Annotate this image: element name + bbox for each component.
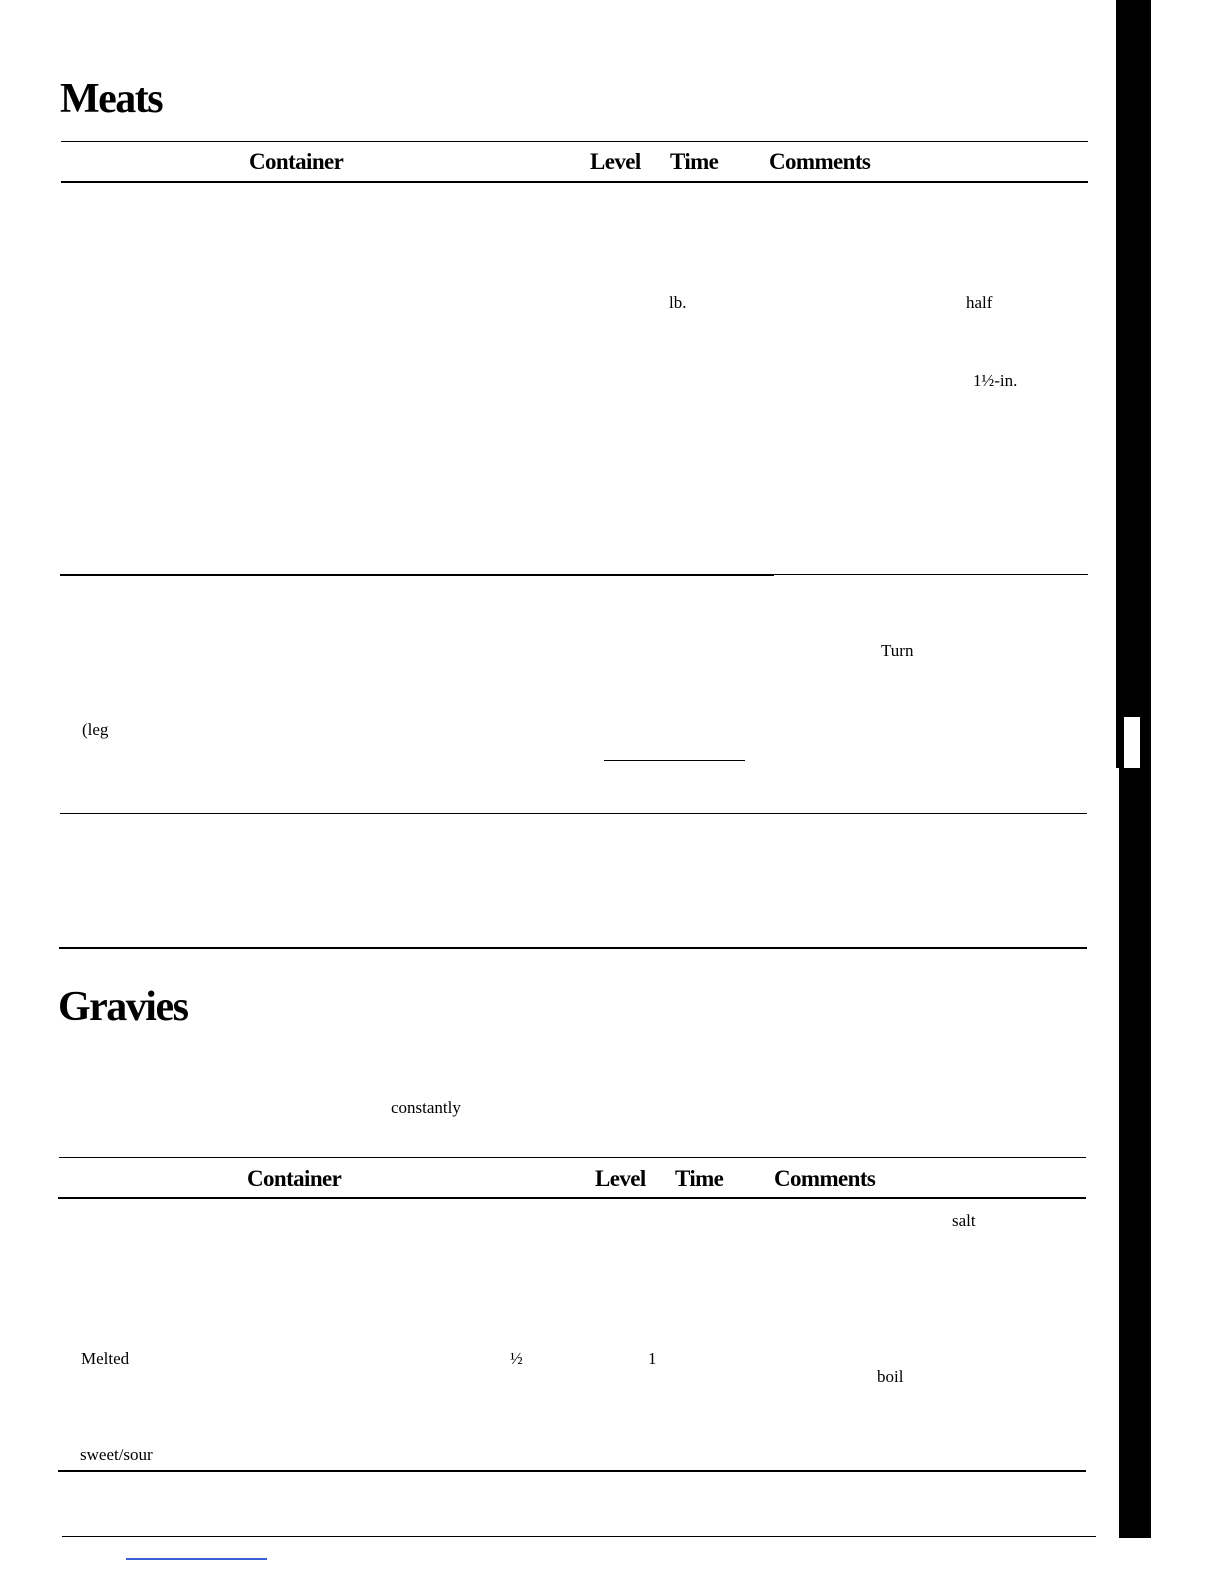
gravies-fragment-one: 1	[648, 1349, 657, 1368]
meats-fragment-leg: (leg	[82, 720, 109, 739]
meats-fragment-turn: Turn	[881, 641, 914, 660]
thumb-tab-upper	[1116, 0, 1151, 717]
gravies-col-comments: Comments	[774, 1166, 876, 1191]
gravies-col-container: Container	[247, 1166, 342, 1191]
meats-col-level: Level	[590, 149, 641, 174]
meats-col-time: Time	[670, 149, 719, 174]
meats-row-rule-1a	[60, 574, 774, 576]
meats-heading: Meats	[60, 76, 163, 122]
meats-table-bottom-rule	[59, 947, 1087, 949]
meats-underline	[604, 760, 745, 761]
gravies-table-bottom-rule	[58, 1470, 1086, 1472]
gravies-table-top-rule	[59, 1157, 1086, 1158]
meats-row-rule-1b	[774, 574, 1088, 575]
footer-rule	[62, 1536, 1096, 1537]
thumb-tab-notch-right	[1140, 717, 1151, 768]
gravies-heading: Gravies	[58, 984, 188, 1030]
gravies-fragment-salt: salt	[952, 1211, 976, 1230]
gravies-col-time: Time	[675, 1166, 724, 1191]
gravies-fragment-boil: boil	[877, 1367, 904, 1386]
meats-col-container: Container	[249, 149, 344, 174]
footer-link-underline[interactable]	[126, 1558, 267, 1560]
meats-table-header-rule	[61, 181, 1088, 183]
thumb-tab-lower	[1119, 768, 1151, 1538]
gravies-intro-fragment: constantly	[391, 1098, 461, 1117]
gravies-table-header-rule	[58, 1197, 1086, 1199]
gravies-fragment-melted: Melted	[81, 1349, 130, 1368]
gravies-fragment-sweet-sour: sweet/sour	[80, 1445, 153, 1464]
meats-fragment-half: half	[966, 293, 993, 312]
gravies-col-level: Level	[595, 1166, 646, 1191]
meats-fragment-lb: lb.	[669, 293, 687, 312]
thumb-tab-notch-left	[1116, 717, 1124, 768]
meats-row-rule-2	[60, 813, 1087, 814]
meats-table-top-rule	[61, 141, 1088, 142]
meats-col-comments: Comments	[769, 149, 871, 174]
meats-fragment-inch: 1½-in.	[973, 371, 1018, 390]
gravies-fragment-half: ½	[510, 1349, 523, 1368]
